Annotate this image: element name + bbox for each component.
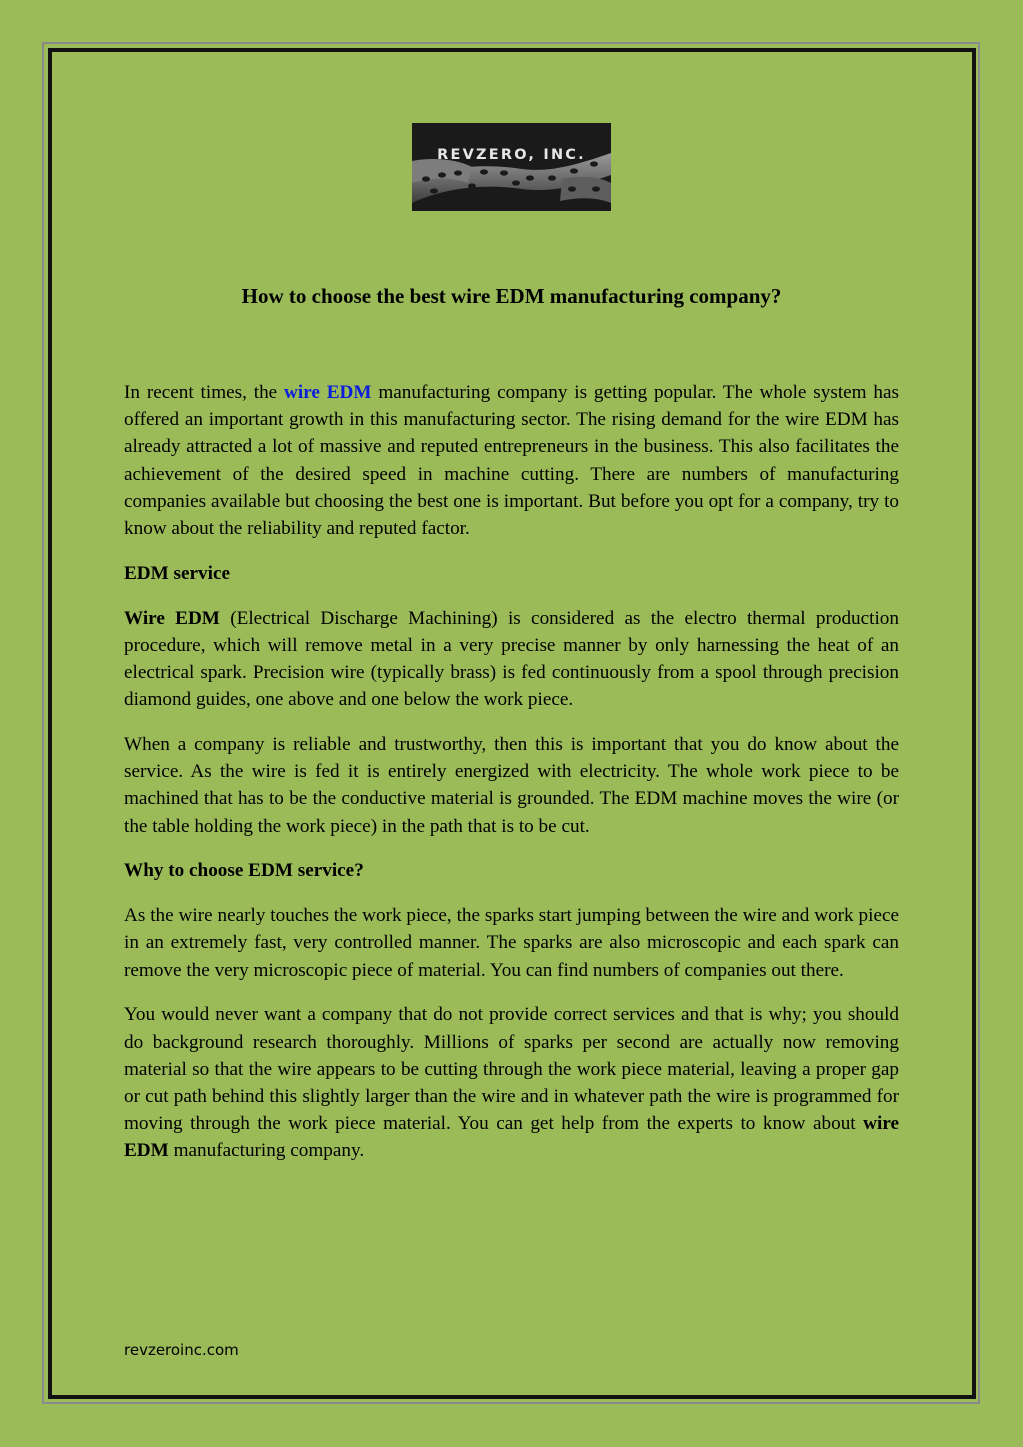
document-title: How to choose the best wire EDM manufacturing company?: [241, 284, 782, 308]
paragraph-research: [124, 1001, 899, 1164]
paragraph-sparks: As the wire nearly touches the work piece, the sparks start jumping between the wire and work piece in an extremely fast, very controlled manner. The sparks are also microscopic and each spark can remove the very microscopic piece of material. You can find numbers of companies out there.: [124, 905, 899, 981]
footer-website: revzeroinc.com: [124, 1341, 239, 1359]
wire-edm-link[interactable]: wire EDM: [284, 382, 372, 403]
section-heading-why-choose: Why to choose EDM service?: [124, 860, 364, 882]
company-logo: [412, 123, 611, 211]
article-body: [124, 379, 899, 1182]
metal-plates-image: [412, 123, 611, 211]
paragraph-research-rest: manufacturing company.: [168, 1140, 365, 1162]
paragraph-reliability: When a company is reliable and trustworthy, then this is important that you do know about the service. As the wire is fed it is entirely energized with electricity. The whole work piece to be machined that has to be the conductive material is grounded. The EDM machine moves the wire (or the table holding the work piece) in the path that is to be cut.: [124, 734, 899, 837]
paragraph-intro-lead: In recent times, the: [124, 382, 285, 403]
wire-edm-bold-closing: wire EDM: [124, 1113, 899, 1162]
logo-text: REVZERO, INC.: [437, 147, 586, 163]
section-heading-edm-service: EDM service: [124, 562, 231, 584]
paragraph-intro-rest: manufacturing company is getting popular. The whole system has offered an important growth in this manufacturing sector. The rising demand for the wire EDM has already attracted a lot of massive and reputed entrepreneurs in the business. This also facilitates the achievement of the desired speed in machine cutting. There are numbers of manufacturing companies available but choosing the best one is important. But before you opt for a company, try to know about the reliability and reputed factor.: [124, 382, 900, 540]
paragraph-intro: [124, 379, 899, 542]
paragraph-wire-edm: [124, 605, 899, 714]
paragraph-wire-edm-rest: (Electrical Discharge Machining) is considered as the electro thermal production procedure, which will remove metal in a very precise manner by only harnessing the heat of an electrical spark. Precision wire (typically brass) is fed continuously from a spool through precision diamond guides, one above and one below the work piece.: [124, 607, 899, 711]
wire-edm-bold-term: Wire EDM: [124, 607, 220, 629]
paragraph-research-lead: You would never want a company that do not provide correct services and that is why; you should do background research thoroughly. Millions of sparks per second are actually now removing material so that the wire appears to be cutting through the work piece material, leaving a proper gap or cut path behind this slightly larger than the wire and in whatever path the wire is programmed for moving through the work piece material. You can get help from the experts to know about: [124, 1004, 899, 1135]
